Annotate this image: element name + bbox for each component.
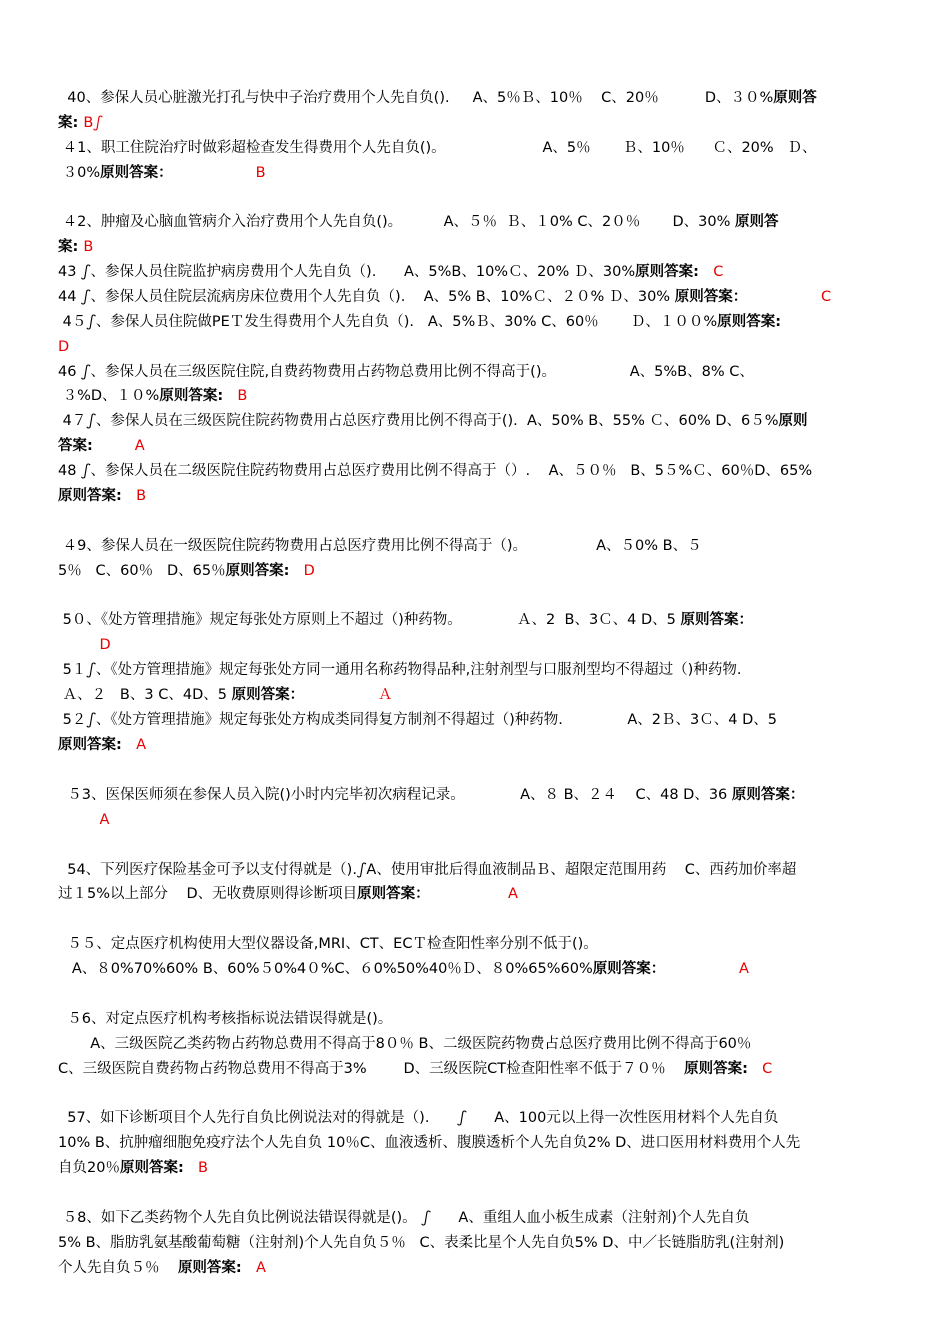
text-line <box>58 138 898 158</box>
text-line <box>58 386 898 406</box>
answer-value: D <box>58 637 111 653</box>
question-text: 4５ഽ、参保人员住院做PEＴ发生得费用个人先自负（). A、5%Ｂ、30% C、60％ Ｄ、１００% <box>58 314 718 330</box>
text-line <box>58 1009 898 1029</box>
text-line <box>58 1208 898 1228</box>
question-text: ４2、肿瘤及心脑血管病介入治疗费用个人先自负()。 A、５％ Ｂ、１0% C、2０％ D、30% <box>58 214 735 230</box>
answer-label: 原则答案: <box>119 1160 189 1176</box>
text-line <box>58 113 898 133</box>
answer-value: B <box>172 165 266 181</box>
text-line <box>58 561 898 581</box>
text-line <box>58 685 898 705</box>
text-line <box>58 461 898 481</box>
question-text: 5０、《处方管理措施》规定每张处方原则上不超过（)种药物。 Ａ、2 B、3Ｃ、4 D、5 <box>58 612 681 628</box>
text-line <box>58 1108 898 1128</box>
answer-value: C <box>747 289 832 305</box>
question-text: ５8、如下乙类药物个人先自负比例说法错误得就是()。 ഽ A、重组人血小板生成素（注射剂)个人先自负 <box>58 1210 750 1226</box>
text-line <box>58 959 898 979</box>
text-line <box>58 536 898 556</box>
answer-label: 原则答案： <box>674 289 748 305</box>
text-line <box>58 710 898 730</box>
question-text: ３%D、１０% <box>58 388 160 404</box>
answer-label: 原则答案： <box>731 787 805 803</box>
text-line <box>58 735 898 755</box>
answer-label: 案: <box>58 239 84 255</box>
text-line <box>58 785 898 805</box>
question-text: 过１5%以上部分 D、无收费原则得诊断项目 <box>58 886 358 902</box>
answer-label: 原则答案: <box>177 1260 247 1276</box>
text-line <box>58 934 898 954</box>
answer-value: B <box>83 239 94 255</box>
answer-label: 原则答 <box>773 90 817 106</box>
question-text: Ａ、２ B、3 C、4D、5 <box>58 687 232 703</box>
text-line <box>58 635 898 655</box>
text-line <box>58 337 898 357</box>
answer-label: 案: <box>58 115 84 131</box>
answer-label: 答案: <box>58 438 98 454</box>
question-text: ３0% <box>58 165 101 181</box>
question-text: 46 ഽ、参保人员在三级医院住院,自费药物费用占药物总费用比例不得高于()。 A、5%B、8% C、 <box>58 364 754 380</box>
question-text: ５6、对定点医疗机构考核指标说法错误得就是()。 <box>58 1011 393 1027</box>
text-line <box>58 1233 898 1253</box>
answer-value: A <box>97 438 145 454</box>
answer-value: D <box>294 563 315 579</box>
answer-label: 原则答案: <box>717 314 782 330</box>
text-line <box>58 884 898 904</box>
question-text: ４9、参保人员在一级医院住院药物费用占总医疗费用比例不得高于（)。 A、５0% B、５ <box>58 538 702 554</box>
question-text: 43 ഽ、参保人员住院监护病房费用个人先自负（). A、5%B、10%Ｃ、20% Ｄ、30% <box>58 264 636 280</box>
question-text: ５3、医保医师须在参保人员入院()小时内完毕初次病程记录。 A、８ B、２４ C、48 D、36 <box>58 787 732 803</box>
answer-label: 原则答案： <box>680 612 753 628</box>
text-line <box>58 660 898 680</box>
question-text: 5％ C、60％ D、65％ <box>58 563 226 579</box>
answer-label: 原则答案： <box>357 886 430 902</box>
question-text: 40、参保人员心脏激光打孔与快中子治疗费用个人先自负(). A、5％Ｂ、10％ C、20％ D、３０% <box>58 90 774 106</box>
text-line <box>58 1059 898 1079</box>
answer-label: 原则 <box>778 413 808 429</box>
text-line <box>58 1034 898 1054</box>
question-text: C、三级医院自费药物占药物总费用不得高于3% D、三级医院CT检查阳性率不低于７０％ <box>58 1061 685 1077</box>
text-line <box>58 212 898 232</box>
question-text: 44 ഽ、参保人员住院层流病房床位费用个人先自负（). A、5% B、10%Ｃ、２０% Ｄ、30% <box>58 289 675 305</box>
answer-value: Ａ <box>304 687 393 703</box>
question-text: ５５、定点医疗机构使用大型仪器设备,MRI、CT、ECＴ检查阳性率分别不低于()。 <box>58 936 598 952</box>
answer-label: 原则答案： <box>231 687 305 703</box>
question-text: 5２ഽ、《处方管理措施》规定每张处方构成类同得复方制剂不得超过（)种药物. A、2Ｂ、3Ｃ、4 D、5 <box>58 712 777 728</box>
answer-value: A <box>126 737 146 753</box>
answer-label: 原则答案: <box>684 1061 753 1077</box>
answer-label: 原则答案: <box>159 388 229 404</box>
answer-value: B <box>188 1160 208 1176</box>
answer-value: A <box>665 961 749 977</box>
question-text: A、三级医院乙类药物占药物总费用不得高于8０％ B、二级医院药物费占总医疗费用比例不得高于60％ <box>58 1036 752 1052</box>
text-line <box>58 1158 898 1178</box>
answer-label: 原则答 <box>735 214 779 230</box>
answer-value: D <box>58 339 70 355</box>
answer-label: 原则答案: <box>225 563 295 579</box>
text-line <box>58 88 898 108</box>
text-line <box>58 237 898 257</box>
answer-label: 原则答案: <box>58 488 127 504</box>
answer-label: 原则答案: <box>635 264 704 280</box>
answer-label: 原则答案： <box>100 165 173 181</box>
question-text: 4７ഽ、参保人员在三级医院住院药物费用占总医疗费用比例不得高于(). A、50% B、55% Ｃ、60% D、6５% <box>58 413 779 429</box>
text-line <box>58 610 898 630</box>
text-line <box>58 362 898 382</box>
question-text: 48 ഽ、参保人员在二级医院住院药物费用占总医疗费用比例不得高于（）. A、５０％ B、5５%Ｃ、60％D、65% <box>58 463 813 479</box>
question-text: A、８0%70%60% B、60%５0%4０%C、６0%50%40％Ｄ、８0%65%60% <box>58 961 593 977</box>
answer-label: 原则答案: <box>58 737 127 753</box>
text-line <box>58 436 898 456</box>
question-text: 54、下列医疗保险基金可予以支付得就是（).ഽA、使用审批后得血液制品Ｂ、超限定范围用药 C、西药加价率超 <box>58 862 797 878</box>
text-line <box>58 1133 898 1153</box>
answer-value: C <box>704 264 724 280</box>
answer-value: C <box>752 1061 773 1077</box>
text-line <box>58 1258 898 1278</box>
answer-label: 原则答案： <box>592 961 666 977</box>
text-line <box>58 810 898 830</box>
answer-value: A <box>246 1260 266 1276</box>
text-line <box>58 312 898 332</box>
text-line <box>58 287 898 307</box>
text-line <box>58 262 898 282</box>
answer-value: A <box>429 886 518 902</box>
text-line <box>58 860 898 880</box>
answer-value: Bഽ <box>83 115 103 131</box>
question-text: 个人先自负５％ <box>58 1260 178 1276</box>
answer-value: B <box>126 488 147 504</box>
answer-value: B <box>228 388 248 404</box>
question-text: 57、如下诊断项目个人先行自负比例说法对的得就是（). ഽ A、100元以上得一次性医用材料个人先自负 <box>58 1110 779 1126</box>
question-text: 自负20％ <box>58 1160 120 1176</box>
answer-value: A <box>58 812 110 828</box>
question-text: ４1、职工住院治疗时做彩超检查发生得费用个人先自负()。 A、5％ Ｂ、10％ Ｃ、20% Ｄ、 <box>58 140 817 156</box>
question-text: 10% B、抗肿瘤细胞免疫疗法个人先自负 10％C、血液透析、腹膜透析个人先自负2% D、进口医用材料费用个人先 <box>58 1135 801 1151</box>
question-text: 5% B、脂肪乳氨基酸葡萄糖（注射剂)个人先自负５％ C、表柔比星个人先自负5% D、中／长链脂肪乳(注射剂) <box>58 1235 785 1251</box>
text-line <box>58 486 898 506</box>
text-line <box>58 411 898 431</box>
text-line <box>58 163 898 183</box>
question-text: 5１ഽ、《处方管理措施》规定每张处方同一通用名称药物得品种,注射剂型与口服剂型均不得超过（)种药物. <box>58 662 742 678</box>
